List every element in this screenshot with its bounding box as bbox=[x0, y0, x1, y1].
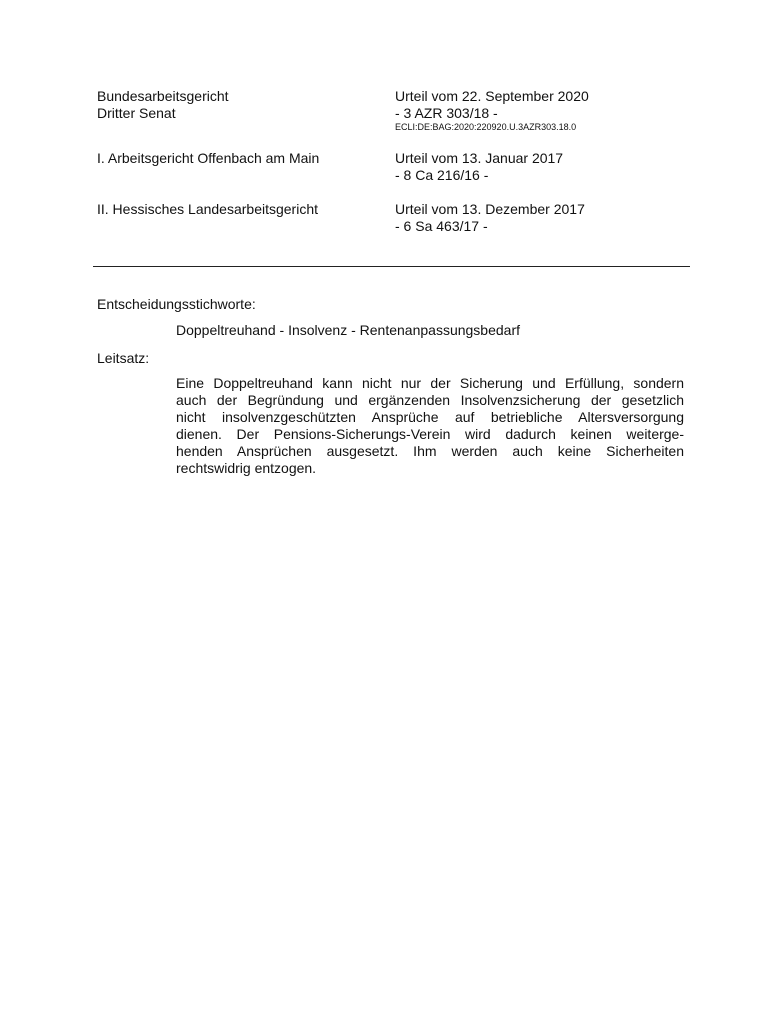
keywords-text: Doppeltreuhand - Insolvenz - Rentenanpassungsbedarf bbox=[176, 322, 521, 338]
judgment-date: Urteil vom 22. September 2020 bbox=[395, 88, 589, 104]
lower-court-2-file-number: - 6 Sa 463/17 - bbox=[395, 218, 488, 234]
leitsatz-line: auch der Begründung und ergänzenden Insolvenzsicherung der gesetzlich bbox=[176, 392, 684, 408]
ecli-identifier: ECLI:DE:BAG:2020:220920.U.3AZR303.18.0 bbox=[395, 122, 577, 132]
court-name: Bundesarbeitsgericht bbox=[97, 88, 229, 104]
lower-court-1-name: I. Arbeitsgericht Offenbach am Main bbox=[97, 150, 320, 166]
leitsatz-line: nicht insolvenzgeschützten Ansprüche auf betriebliche Altersversorgung bbox=[176, 409, 684, 425]
leitsatz-line: dienen. Der Pensions-Sicherungs-Verein wird dadurch keinen weiterge- bbox=[176, 426, 684, 442]
leitsatz-paragraph bbox=[176, 375, 684, 477]
senate-name: Dritter Senat bbox=[97, 105, 176, 121]
lower-court-2-judgment: Urteil vom 13. Dezember 2017 bbox=[395, 201, 585, 217]
file-number: - 3 AZR 303/18 - bbox=[395, 105, 498, 121]
horizontal-divider bbox=[93, 266, 690, 267]
lower-court-1-judgment: Urteil vom 13. Januar 2017 bbox=[395, 150, 564, 166]
leitsatz-line: Eine Doppeltreuhand kann nicht nur der Sicherung und Erfüllung, sondern bbox=[176, 375, 684, 391]
leitsatz-label: Leitsatz: bbox=[97, 350, 150, 366]
lower-court-2-name: II. Hessisches Landesarbeitsgericht bbox=[97, 201, 318, 217]
keywords-label: Entscheidungsstichworte: bbox=[97, 296, 256, 312]
leitsatz-line: rechtswidrig entzogen. bbox=[176, 460, 317, 476]
lower-court-1-file-number: - 8 Ca 216/16 - bbox=[395, 167, 489, 183]
leitsatz-line: henden Ansprüchen ausgesetzt. Ihm werden auch keine Sicherheiten bbox=[176, 443, 684, 459]
